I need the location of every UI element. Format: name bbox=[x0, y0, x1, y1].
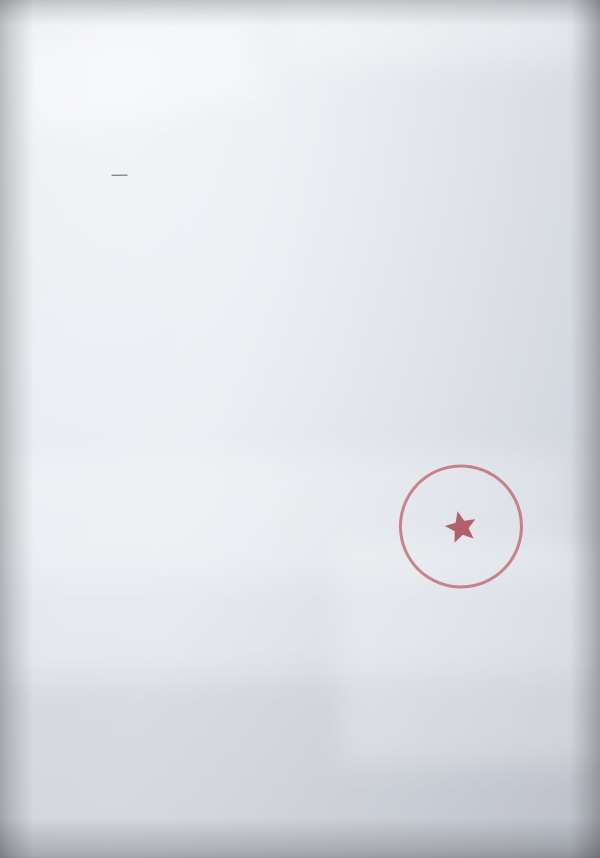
document-title bbox=[0, 77, 597, 83]
letter-body-paragraph bbox=[96, 230, 508, 234]
letter-body bbox=[96, 230, 508, 234]
signature-company bbox=[336, 510, 556, 512]
signature-block bbox=[336, 510, 556, 512]
recipient-name bbox=[112, 174, 128, 176]
signature-date bbox=[336, 510, 556, 512]
recipient-line bbox=[106, 170, 526, 176]
closing-line-2 bbox=[98, 390, 510, 394]
closing-line-1 bbox=[97, 360, 509, 364]
star-icon bbox=[441, 506, 482, 547]
stamp-ring bbox=[387, 452, 535, 600]
company-stamp bbox=[387, 452, 535, 600]
